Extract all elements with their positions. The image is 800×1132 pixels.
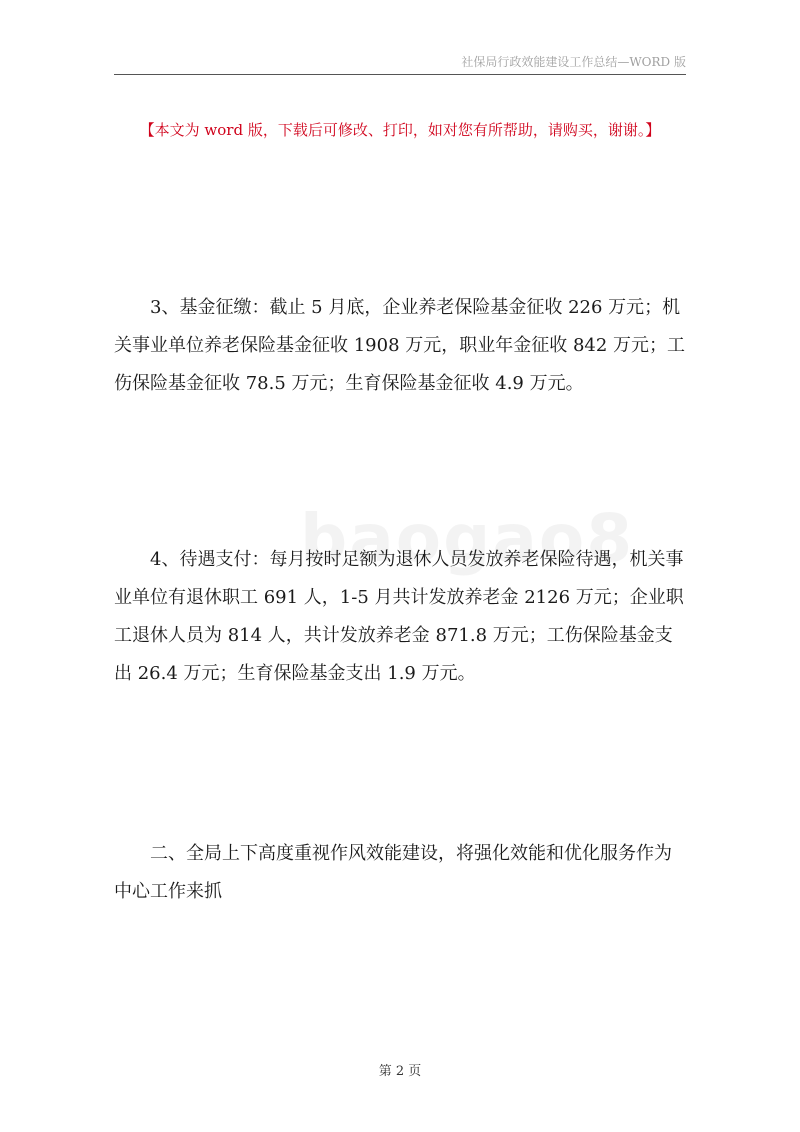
- header-divider: [114, 74, 686, 75]
- running-header: 社保局行政效能建设工作总结—WORD 版: [461, 55, 686, 69]
- word-version-notice: 【本文为 word 版，下载后可修改、打印，如对您有所帮助，请购买，谢谢。】: [139, 121, 661, 139]
- paragraph-section-two-heading: 二、全局上下高度重视作风效能建设，将强化效能和优化服务作为中心工作来抓: [114, 843, 672, 902]
- paragraph-benefit-payment: 4、待遇支付：每月按时足额为退休人员发放养老保险待遇，机关事业单位有退休职工 691 人，1-5 月共计发放养老金 2126 万元；企业职工退休人员为 814 人，共计发放养老金 871.8 万元；工伤保险基金支出 26.4 万元；生育保险基金支出 1.9 万元。: [114, 549, 684, 684]
- page-number: 第 2 页: [378, 1064, 422, 1079]
- paragraph-fund-collection: 3、基金征缴：截止 5 月底，企业养老保险基金征收 226 万元；机关事业单位养老保险基金征收 1908 万元，职业年金征收 842 万元；工伤保险基金征收 78.5 万元；生育保险基金征收 4.9 万元。: [114, 297, 686, 394]
